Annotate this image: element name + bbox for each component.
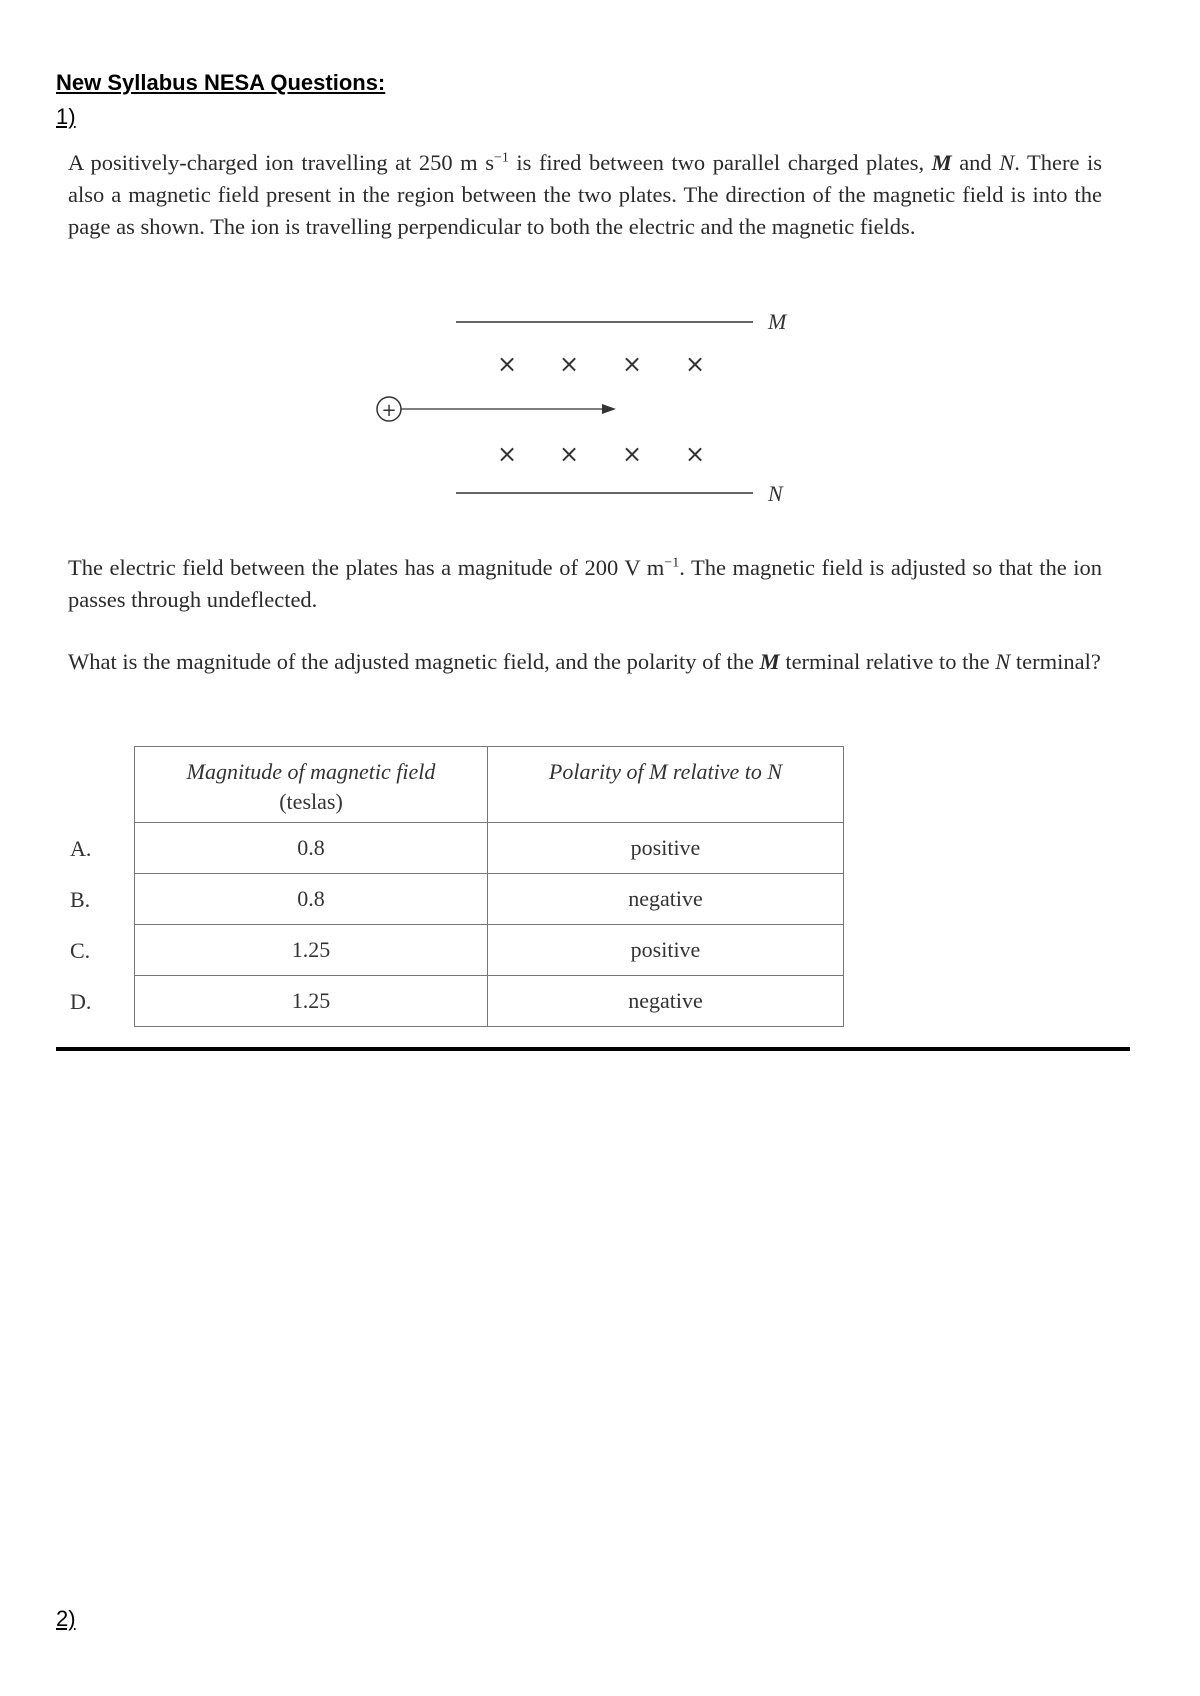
velocity-arrow-icon [602,404,616,414]
magnitude-cell: 1.25 [135,976,488,1027]
table-header-row [135,747,844,823]
positive-ion-sign: + [381,400,397,421]
field-cross-icon: × [496,350,518,378]
field-cross-icon: × [496,440,518,468]
answer-options-table [134,746,844,1027]
page-heading: New Syllabus NESA Questions: [56,70,386,95]
polarity-cell: negative [488,976,844,1027]
table-row [135,874,844,925]
magnitude-cell: 1.25 [135,925,488,976]
plate-m-label: M [768,309,787,334]
magnitude-cell: 0.8 [135,874,488,925]
option-letter-d: D. [70,989,92,1014]
question-number-1: 1) [56,104,76,129]
magnitude-cell: 0.8 [135,823,488,874]
table-row [135,976,844,1027]
table-header-magnitude: Magnitude of magnetic field (teslas) [135,747,488,823]
table-header-polarity: Polarity of M relative to N [488,747,844,823]
parallel-plates-diagram [360,295,820,515]
field-cross-icon: × [684,440,706,468]
field-cross-icon: × [684,350,706,378]
field-cross-icon: × [621,350,643,378]
polarity-cell: negative [488,874,844,925]
question-1-field-info: The electric field between the plates has a magnitude of 200 V $m^{-1}$. The magnetic field is adjusted so that the ion passes through undeflected. [68,555,1102,612]
field-cross-icon: × [621,440,643,468]
question-1-intro: A positively-charged ion travelling at 250 m $s^{-1}$ is fired between two parallel charged plates, M and N. There is also a magnetic field present in the region between the two plates. The direction of the magnetic field is into the page as shown. The ion is travelling perpendicular to both the electric and the magnetic fields. [68,150,1102,239]
polarity-cell: positive [488,823,844,874]
option-letter-c: C. [70,938,91,963]
field-cross-icon: × [558,350,580,378]
plate-n-label: N [768,481,783,506]
section-divider [56,1047,1130,1051]
table-row [135,925,844,976]
question-number-2: 2) [56,1606,76,1631]
question-1-prompt: What is the magnitude of the adjusted magnetic field, and the polarity of the M terminal relative to the N terminal? [68,649,1101,674]
field-cross-icon: × [558,440,580,468]
table-row [135,823,844,874]
option-letter-b: B. [70,887,91,912]
option-letter-a: A. [70,836,92,861]
polarity-cell: positive [488,925,844,976]
